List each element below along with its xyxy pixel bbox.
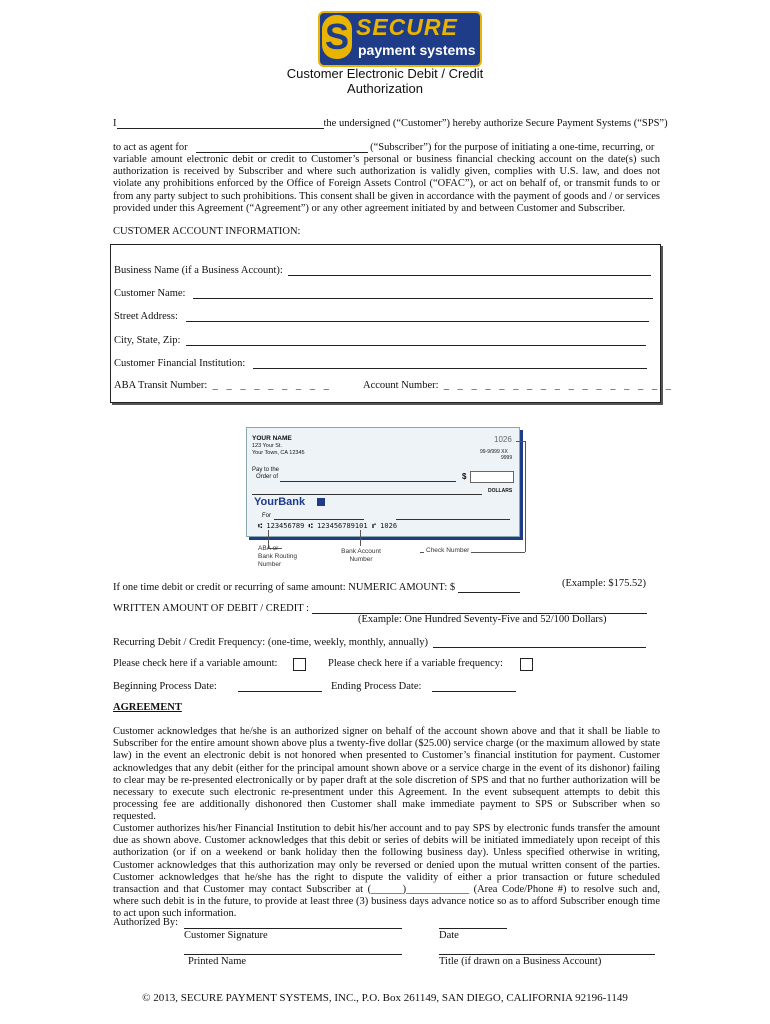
check-fraction2: 9999 [501,455,513,461]
intro-line2 [113,141,660,153]
business-name-label: Business Name (if a Business Account): [114,265,283,276]
aba-field[interactable]: _ _ _ _ _ _ _ _ _ [212,380,332,391]
check-memo-line [274,519,364,520]
check-amount-box [470,471,514,483]
institution-field[interactable] [253,357,647,369]
variable-amount-checkbox[interactable] [293,658,306,671]
date-line[interactable] [439,928,507,929]
undersigned-text: the undersigned (“Customer”) hereby authorize Secure Payment Systems (“SPS”) [323,118,668,129]
numeric-example: (Example: $175.52) [562,578,646,589]
customer-signature-line[interactable] [184,928,402,929]
check-fraction: 99-9/999 XX [480,449,508,455]
check-payee-line [280,481,456,482]
end-date-field[interactable] [432,680,516,692]
title-label: Title (if drawn on a Business Account) [439,956,602,967]
agreement-paragraph-1: Customer acknowledges that he/she is an authorized signer on behalf of the account shown above and that it shall be liable to Subscriber for the entire amount shown above plus a twenty-five dollar ($25.00) service charge (or the maximum allowed by state law) in the event an electronic debit is not honored when presented to Customer’s financial institution for payment. Customer acknowledges that any debit (either for the principal amount shown above or a service charge in the event of its dishonor) failing to clear may be re-presented electronically or by paper draft at the sole discretion of SPS and that no further authorization will be necessary to execute such electronic re-presentment under this Agreement. In the event subsequent attempts to debit this processing fee are additionally dishonored then Customer shall make immediate payment to SPS or Subscriber when so requested. [113,726,660,823]
check-addr1: 123 Your St. [252,443,282,449]
frequency-field[interactable] [433,636,646,648]
numeric-amount-label: If one time debit or credit or recurring of same amount: NUMERIC AMOUNT: $ [113,582,456,593]
check-bank-name: YourBank [254,496,306,508]
account-row [363,380,674,391]
written-amount-label: WRITTEN AMOUNT OF DEBIT / CREDIT : [113,603,309,614]
check-bank-icon [317,498,325,506]
aba-callout-text1: ABA or [258,545,279,552]
check-signature-line [396,519,510,520]
account-callout-text1: Bank Account [341,548,381,555]
begin-date-field[interactable] [238,680,322,692]
account-field[interactable]: _ _ _ _ _ _ _ _ _ _ _ _ _ _ _ _ _ [443,380,675,391]
aba-label: ABA Transit Number: [114,380,208,391]
frequency-label: Recurring Debit / Credit Frequency: (one-time, weekly, monthly, annually) [113,637,429,648]
account-info-heading: CUSTOMER ACCOUNT INFORMATION: [113,226,301,237]
street-field[interactable] [186,310,649,322]
begin-date-label: Beginning Process Date: [113,681,217,692]
check-order-of: Order of [256,474,279,480]
check-name: YOUR NAME [252,435,292,442]
customer-name-field[interactable] [193,287,653,299]
variable-frequency-checkbox[interactable] [520,658,533,671]
intro-body: variable amount electronic debit or credit to Customer’s personal or business financial checking account on the date(s) such authorization is received by Subscriber and where such authorization is validly given, complies with U.S. law, and does not violate any prohibitions enforced by the Office of Foreign Assets Control (“OFAC”), or act on behalf of, or transmit funds to or from any party subject to such prohibitions. This consent shall be given in accordance with the payment of goods and / or services provided under this Agreement (“Agreement”) or any other agreement initiated by and between Customer and Subscriber. [113,154,660,214]
customer-name-row [114,287,653,299]
agreement-heading: AGREEMENT [113,702,182,713]
check-pay-to: Pay to the [252,467,280,473]
customer-name-blank[interactable] [117,117,324,129]
institution-label: Customer Financial Institution: [114,358,246,369]
check-num-callout-top [516,441,525,442]
end-date-row [331,680,516,692]
agent-rest: (“Subscriber”) for the purpose of initiating a one-time, recurring, or [370,142,655,153]
check-number: 1026 [494,435,512,444]
check-dollars-line [252,494,482,495]
logo-word-secure: SECURE [356,14,458,40]
account-callout-label [338,548,384,564]
end-date-label: Ending Process Date: [331,681,422,692]
numeric-amount-field[interactable] [458,581,520,593]
aba-callout-label [258,545,297,569]
check-num-callout-vertical [525,441,526,552]
check-dollar-sign: $ [462,472,467,481]
customer-name-label: Customer Name: [114,288,186,299]
account-callout-line [360,530,361,546]
form-title [0,66,770,96]
begin-date-row [113,680,322,692]
authorized-by-label: Authorized By: [113,917,179,928]
business-name-field[interactable] [288,264,651,276]
i-label: I [113,118,117,129]
variable-amount-label: Please check here if a variable amount: [113,658,278,669]
company-logo [318,11,482,67]
aba-callout-text2: Bank Routing [258,553,298,560]
written-amount-field[interactable] [312,602,647,614]
business-name-row [114,264,651,276]
account-label: Account Number: [363,380,439,391]
street-row [114,310,649,322]
footer-copyright: © 2013, SECURE PAYMENT SYSTEMS, INC., P.O. Box 261149, SAN DIEGO, CALIFORNIA 92196-1149 [142,992,628,1004]
city-row [114,334,646,346]
check-for: For [262,513,271,519]
account-info-box [110,244,675,403]
check-micr-line: ⑆ 123456789 ⑆ 123456789101 ⑈ 1026 [258,522,398,530]
logo-word-payment-systems: payment systems [358,42,476,58]
check-dollars: DOLLARS [488,488,513,494]
customer-signature-label: Customer Signature [184,930,268,941]
intro-line1 [113,117,668,129]
printed-name-line[interactable] [184,954,402,955]
date-label: Date [439,930,459,941]
sample-check-illustration [246,427,522,539]
account-callout-text2: Number [349,556,373,563]
street-label: Street Address: [114,311,178,322]
printed-name-label: Printed Name [188,956,247,967]
check-number-callout-label: Check Number [426,547,470,554]
aba-row [114,380,332,391]
form-title-line2: Authorization [347,81,423,96]
agent-prefix: to act as agent for [113,142,188,153]
written-example: (Example: One Hundred Seventy-Five and 52/100 Dollars) [358,614,607,625]
numeric-amount-row [113,581,520,593]
aba-callout-text3: Number [258,561,282,568]
logo-initial: S [322,15,352,59]
city-label: City, State, Zip: [114,335,181,346]
subscriber-name-blank[interactable] [196,141,368,153]
check-addr2: Your Town, CA 12345 [252,450,305,456]
title-line[interactable] [439,954,655,955]
agreement-paragraph-2: Customer authorizes his/her Financial Institution to debit his/her account and to pay SPS by electronic funds transfer the amount due as shown above. Customer acknowledges that this debit or series of debits will be initiated immediately upon receipt of this authorization (or if on a weekend or bank holiday then the following business day). Unless specified otherwise in writing, Customer acknowledges that this authorization may only be reversed or denied upon the mutual written consent of the parties. Customer acknowledges that he/she has the right to dispute the validity of either a prior transaction or future scheduled transaction and that Customer may contact Subscriber at (______)____________ (Area Code/Phone #) to resolve such and, where such debit is in the future, to provide at least three (3) business days advance notice so as to afford Subscriber enough time to act upon such information. [113,823,660,920]
variable-frequency-label: Please check here if a variable frequency: [328,658,503,669]
written-amount-row [113,602,647,614]
city-field[interactable] [186,334,646,346]
institution-row [114,357,647,369]
frequency-row [113,636,646,648]
form-title-line1: Customer Electronic Debit / Credit [286,66,484,81]
